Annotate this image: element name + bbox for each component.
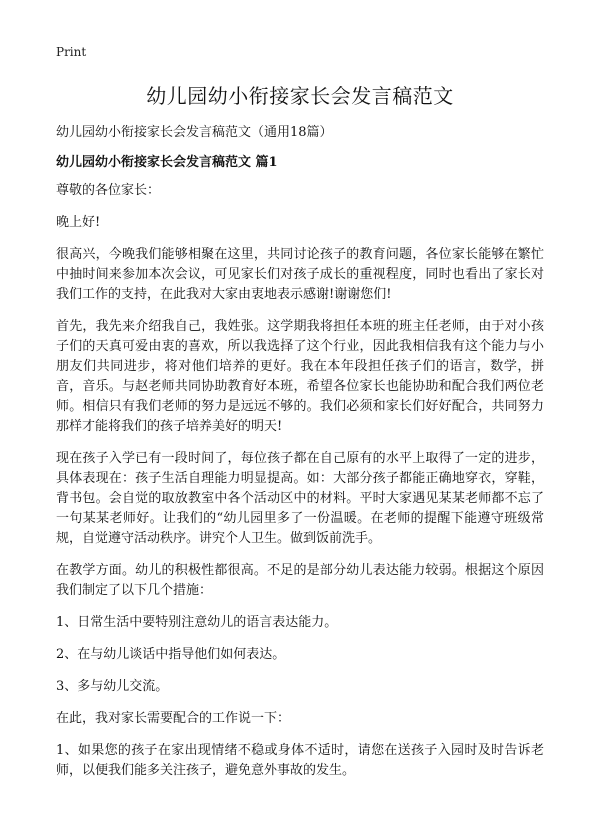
paragraph-measure-3: 3、多与幼儿交流。 bbox=[56, 679, 169, 694]
paragraph-cooperation-intro: 在此，我对家长需要配合的工作说一下： bbox=[56, 711, 291, 726]
paragraph-welcome: 很高兴，今晚我们能够相聚在这里，共同讨论孩子的教育问题，各位家长能够在繁忙中抽时间来参加本次会议，可见家长们对孩子成长的重视程度，同时也看出了家长对我们工作的支持，在此我对大家由衷地表示感谢!谢谢您们! bbox=[56, 247, 544, 302]
paragraph-cooperation-1: 1、如果您的孩子在家出现情绪不稳或身体不适时，请您在送孩子入园时及时告诉老师，以便我们能多关注孩子，避免意外事故的发生。 bbox=[56, 743, 544, 778]
paragraph-greeting: 晚上好! bbox=[56, 215, 101, 230]
paragraph-teaching: 在教学方面。幼儿的积极性都很高。不足的是部分幼儿表达能力较弱。根据这个原因我们制定了以下几个措施： bbox=[56, 563, 544, 598]
paragraph-progress: 现在孩子入学已有一段时间了，每位孩子都在自己原有的水平上取得了一定的进步，具体表现在：孩子生活自理能力明显提高。如：大部分孩子都能正确地穿衣，穿鞋，背书包。会自觉的取放教室中各个活动区中的材料。平时大家遇见某某老师都不忘了一句某某老师好。让我们的“幼儿园里多了一份温暖。在老师的提醒下能遵守班级常规，自觉遵守活动秩序。讲究个人卫生。做到饭前洗手。 bbox=[56, 451, 544, 546]
paragraph-introduction: 首先，我先来介绍我自己，我姓张。这学期我将担任本班的班主任老师，由于对小孩子们的天真可爱由衷的喜欢，所以我选择了这个行业，因此我相信我有这个能力与小朋友们共同进步，将对他们培养的更好。我在本年段担任孩子们的语言，数学，拼音，音乐。与赵老师共同协助教育好本班，希望各位家长也能协助和配合我们两位老师。相信只有我们老师的努力是远远不够的。我们必须和家长们好好配合，共同努力那样才能将我们的孩子培养美好的明天! bbox=[56, 319, 544, 434]
print-link[interactable]: Print bbox=[56, 45, 87, 59]
document-subtitle: 幼儿园幼小衔接家长会发言稿范文（通用18篇） bbox=[56, 125, 333, 140]
paragraph-salutation: 尊敬的各位家长： bbox=[56, 183, 161, 198]
article-body bbox=[56, 181, 544, 793]
paragraph-measure-1: 1、日常生活中要特别注意幼儿的语言表达能力。 bbox=[56, 615, 338, 630]
paragraph-measure-2: 2、在与幼儿谈话中指导他们如何表达。 bbox=[56, 647, 286, 662]
page-title: 幼儿园幼小衔接家长会发言稿范文 bbox=[146, 84, 454, 108]
section-heading: 幼儿园幼小衔接家长会发言稿范文 篇1 bbox=[56, 155, 278, 170]
